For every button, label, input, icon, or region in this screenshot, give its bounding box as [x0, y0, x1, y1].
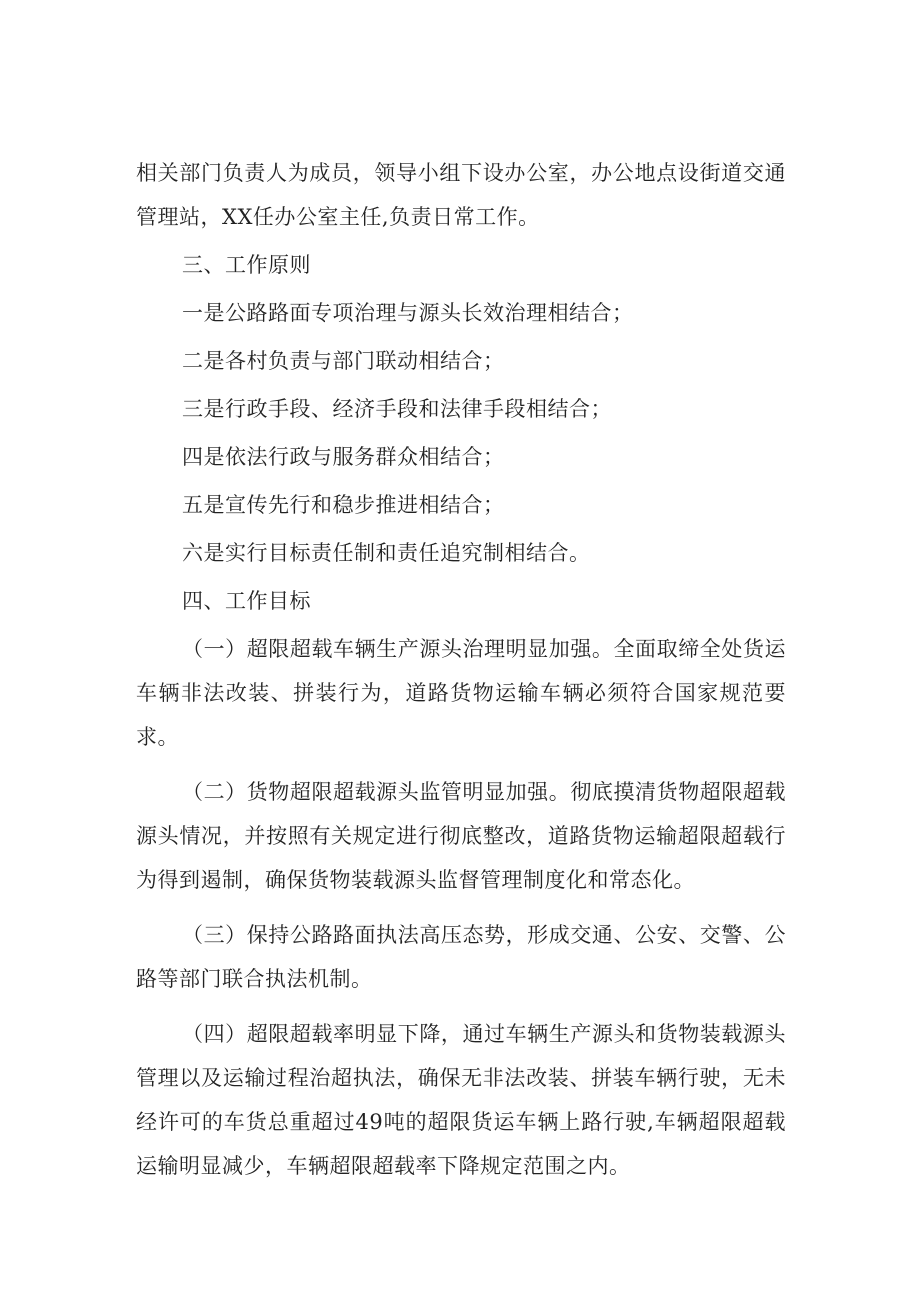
goal-item-1: （一）超限超载车辆生产源头治理明显加强。全面取缔全处货运车辆非法改装、拼装行为，道路货物运输车辆必须符合国家规范要求。 — [136, 637, 786, 749]
document-body — [136, 151, 786, 1188]
principle-item-3: 三是行政手段、经济手段和法律手段相结合； — [182, 397, 612, 421]
principle-item-6: 六是实行目标责任制和责任追究制相结合。 — [182, 541, 591, 565]
heading-work-goals: 四、工作目标 — [182, 589, 311, 613]
principle-item-4: 四是依法行政与服务群众相结合； — [182, 445, 505, 469]
principle-item-5: 五是宣传先行和稳步推进相结合； — [182, 493, 505, 517]
goal-item-4: （四）超限超载率明显下降，通过车辆生产源头和货物装载源头管理以及运输过程治超执法，确保无非法改装、拼装车辆行驶，无未经许可的车货总重超过49吨的超限货运车辆上路行驶,车辆超限超载运输明显减少，车辆超限超载率下降规定范围之内。 — [136, 1022, 786, 1178]
principle-item-2: 二是各村负责与部门联动相结合； — [182, 349, 505, 373]
goal-item-2: （二）货物超限超载源头监管明显加强。彻底摸清货物超限超载源头情况，并按照有关规定进行彻底整改，道路货物运输超限超载行为得到遏制，确保货物装载源头监督管理制度化和常态化。 — [136, 780, 786, 892]
paragraph-leadership-office: 相关部门负责人为成员，领导小组下设办公室，办公地点设街道交通管理站，XX任办公室主任,负责日常工作。 — [136, 161, 786, 229]
heading-work-principles: 三、工作原则 — [182, 253, 311, 277]
goal-item-3: （三）保持公路路面执法高压态势，形成交通、公安、交警、公路等部门联合执法机制。 — [136, 923, 786, 991]
principle-item-1: 一是公路路面专项治理与源头长效治理相结合； — [182, 301, 634, 325]
